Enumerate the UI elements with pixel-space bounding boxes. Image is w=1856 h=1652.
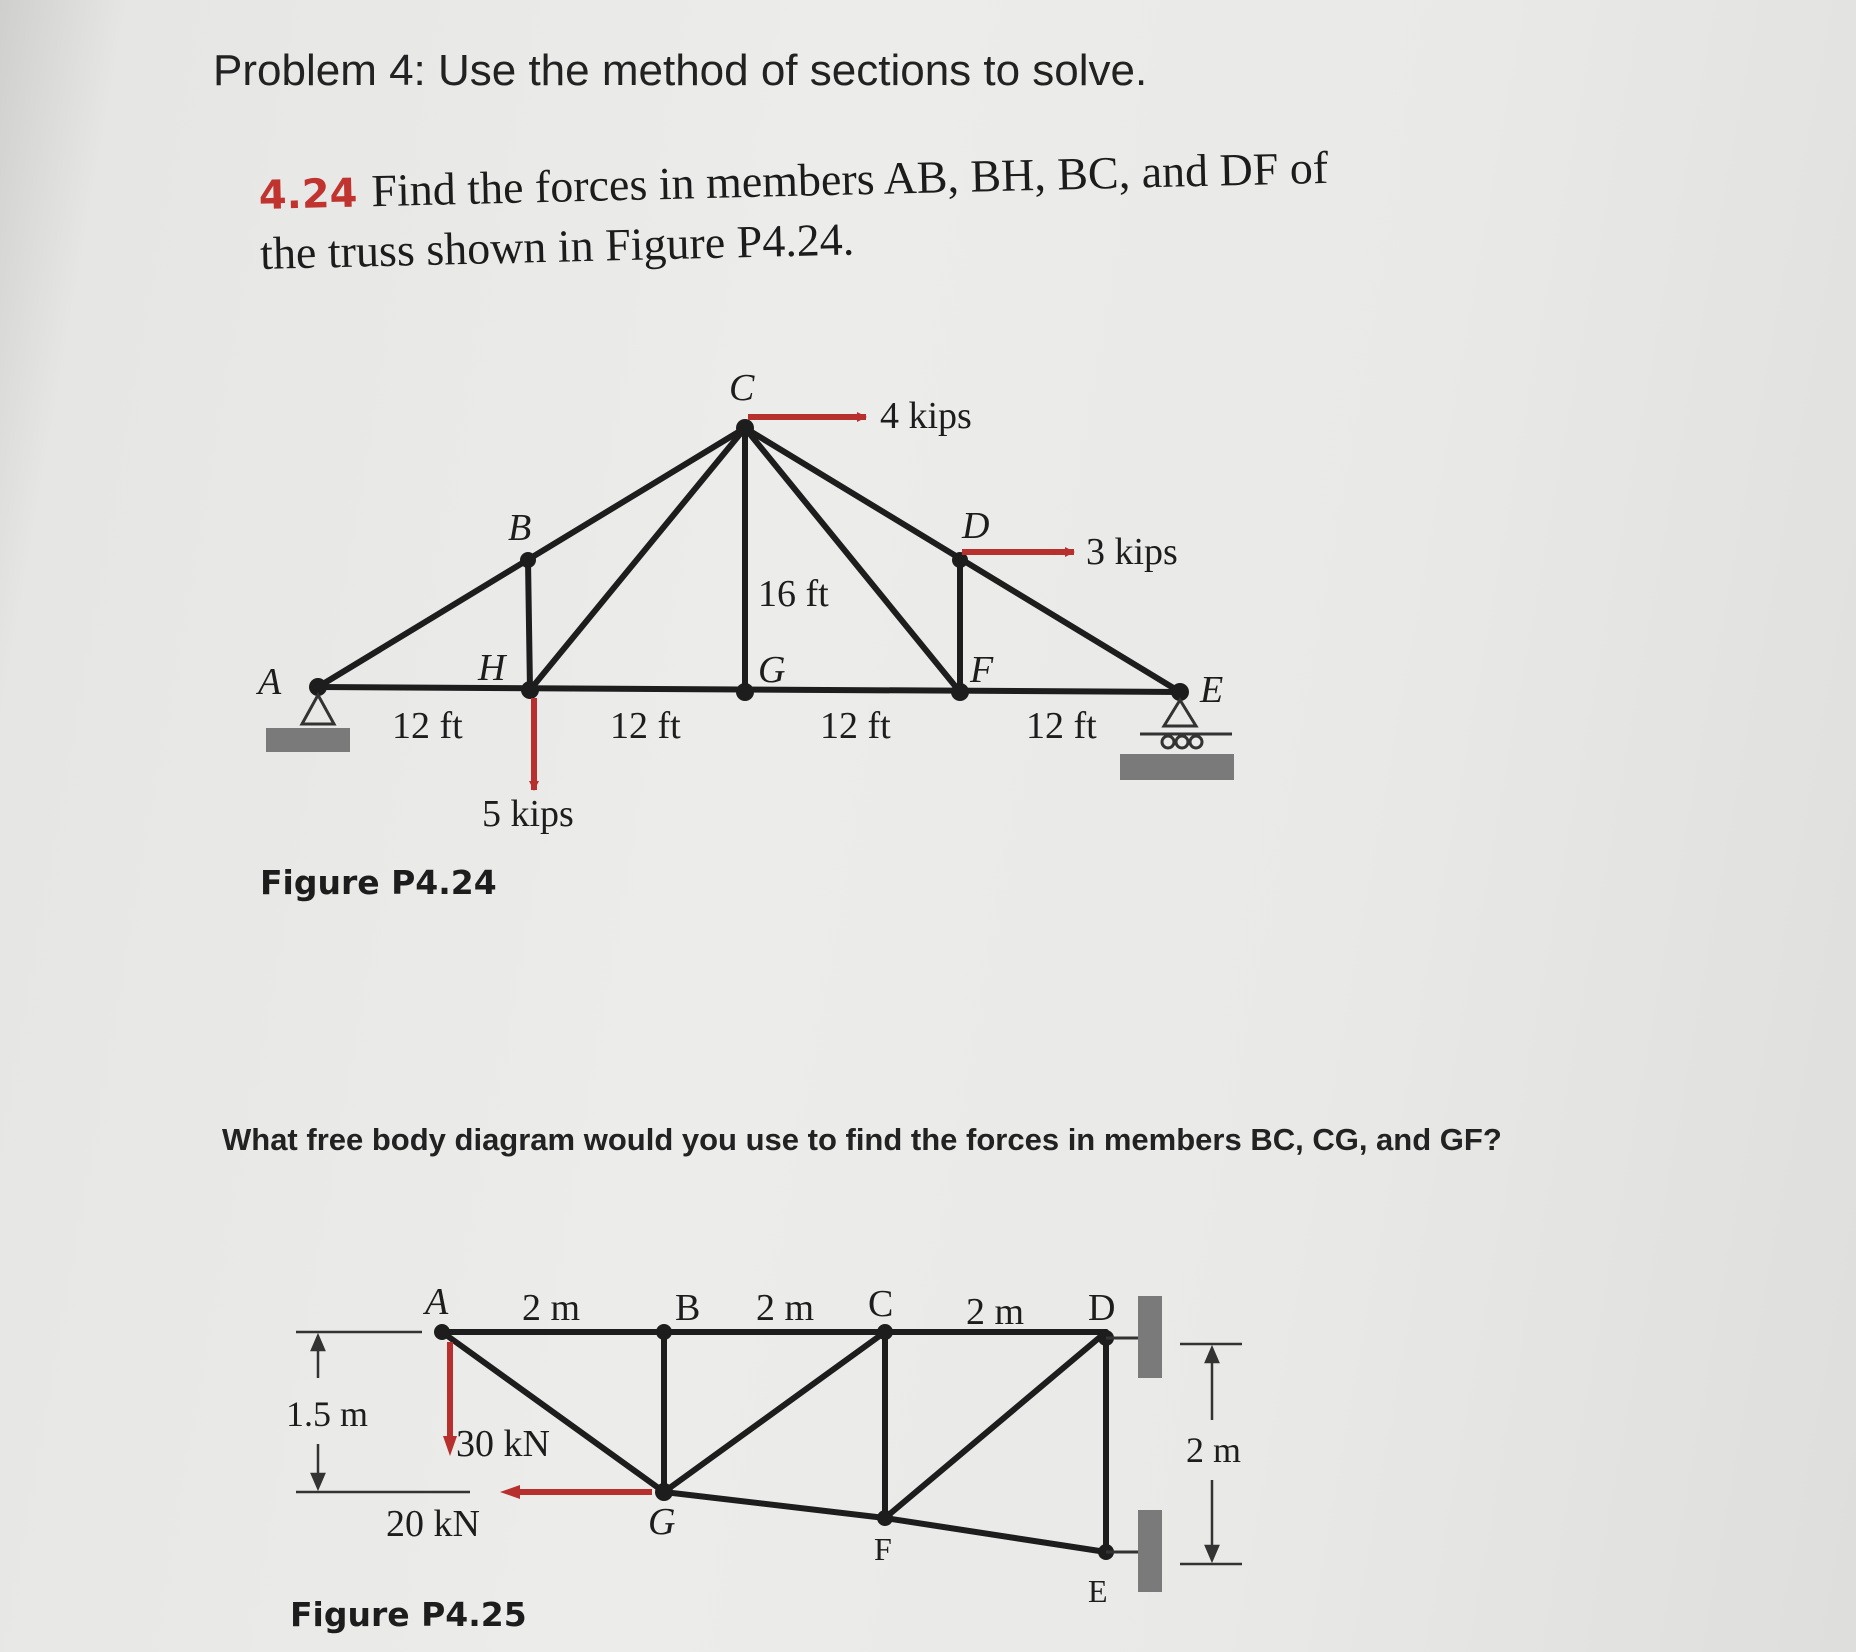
member-hc (530, 428, 745, 690)
page-title: Problem 4: Use the method of sections to solve. (213, 46, 1148, 95)
figure-caption-p425: Figure P4.25 (290, 1595, 527, 1634)
member-gf (664, 1492, 885, 1518)
dim-span2: 12 ft (610, 705, 681, 747)
problem-text-line1: Find the forces in members AB, BH, BC, and DF of (370, 141, 1329, 217)
load2-label-vertical: 30 kN (456, 1423, 550, 1465)
dim2-bc: 2 m (756, 1287, 815, 1329)
node2-label-a: A (425, 1281, 449, 1323)
dim2-left-height: 1.5 m (286, 1394, 369, 1434)
node2-label-b: B (675, 1287, 701, 1329)
load-label-h: 5 kips (482, 793, 574, 835)
load-label-c: 4 kips (880, 395, 972, 437)
joint-f (951, 683, 969, 701)
problem-number: 4.24 (258, 170, 358, 219)
node-label-e: E (1200, 669, 1224, 711)
dim-span4: 12 ft (1026, 705, 1097, 747)
load-arrowhead-vertical (443, 1436, 457, 1456)
question-text: What free body diagram would you use to find the forces in members BC, CG, and GF? (222, 1122, 1502, 1157)
dim-span1: 12 ft (392, 705, 463, 747)
dim2-ab: 2 m (522, 1287, 581, 1329)
roller-support-e (1120, 700, 1234, 780)
node2-label-c: C (868, 1283, 894, 1325)
member-fe (885, 1518, 1106, 1552)
joint-g (736, 683, 754, 701)
figure-caption-p424: Figure P4.24 (260, 863, 497, 902)
load2-label-horizontal: 20 kN (386, 1503, 480, 1545)
node-label-d: D (962, 505, 990, 547)
truss-members (318, 428, 1180, 692)
joint-h (521, 681, 539, 699)
node-label-g: G (758, 649, 786, 691)
member-gc (664, 1332, 885, 1492)
load-arrows-p425 (450, 1342, 652, 1492)
node-label-c: C (729, 367, 755, 409)
dim-height: 16 ft (758, 573, 829, 615)
node2-label-f: F (874, 1531, 892, 1567)
member-ag (442, 1332, 664, 1492)
node-label-h: H (478, 647, 506, 689)
dim2-right-height: 2 m (1186, 1430, 1242, 1470)
joint-b (520, 552, 536, 568)
member-fd (885, 1332, 1106, 1518)
node2-label-e: E (1088, 1573, 1108, 1609)
node-label-f: F (970, 649, 994, 691)
pin-support-a (266, 695, 350, 752)
load-arrowhead-horizontal (500, 1485, 520, 1499)
joint-c (736, 419, 754, 437)
node-label-a: A (258, 661, 282, 703)
node-label-b: B (508, 507, 532, 549)
load-label-d: 3 kips (1086, 531, 1178, 573)
problem-text-line2: the truss shown in Figure P4.24. (259, 213, 855, 279)
dim-span3: 12 ft (820, 705, 891, 747)
node2-label-d: D (1088, 1287, 1116, 1329)
dim2-cd: 2 m (966, 1291, 1025, 1333)
member-bh (528, 560, 530, 690)
truss-joints (309, 419, 1189, 701)
wall-support-e (1106, 1510, 1162, 1592)
node2-label-g: G (648, 1501, 676, 1543)
